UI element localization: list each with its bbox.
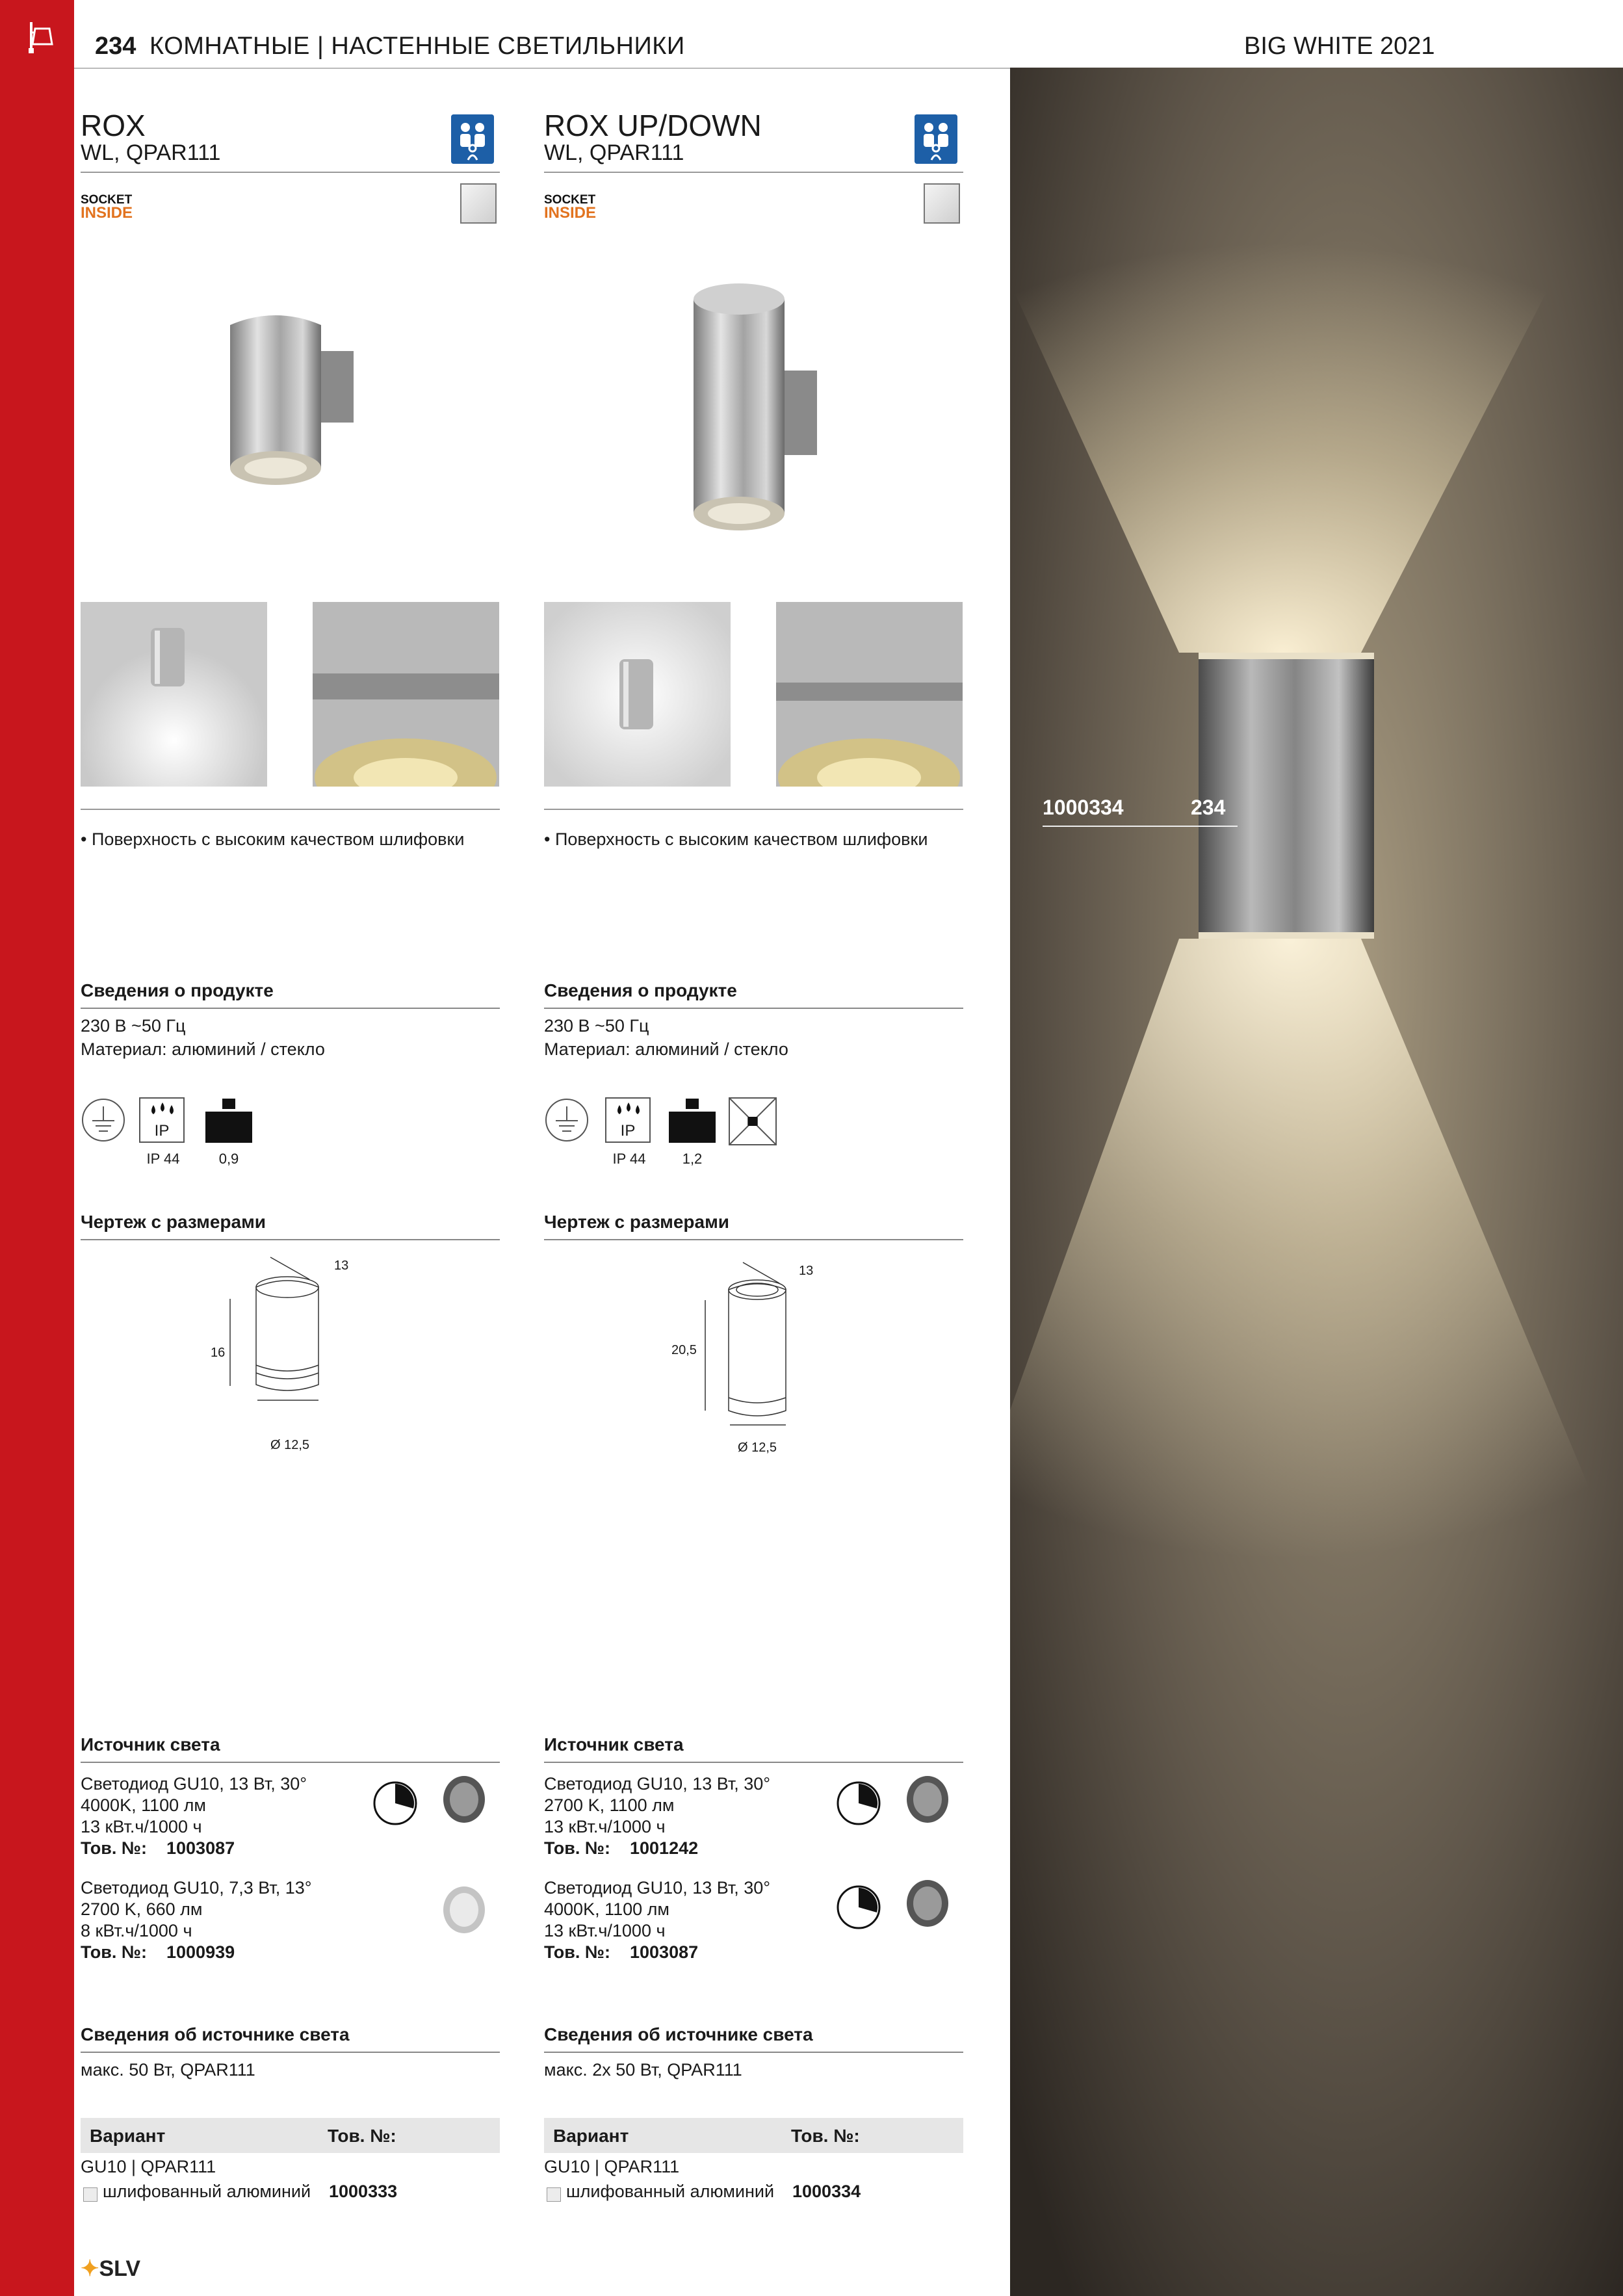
- source-line: Светодиод GU10, 7,3 Вт, 13°: [81, 1878, 312, 1898]
- info-divider: [544, 1008, 963, 1009]
- wall-ambient-photo: [1010, 68, 1623, 2296]
- variant-article-number: 1000334: [792, 2182, 861, 2201]
- source-line: Светодиод GU10, 13 Вт, 30°: [544, 1878, 771, 1898]
- beam-angle-icon: [835, 1780, 882, 1827]
- section-title: КОМНАТНЫЕ | НАСТЕННЫЕ СВЕТИЛЬНИКИ: [149, 33, 685, 60]
- wall-photo-page-ref: 234: [1191, 796, 1226, 819]
- product-photo: [674, 273, 830, 546]
- source-info-heading: Сведения об источнике света: [81, 2024, 350, 2044]
- variant-swatch: [547, 2187, 561, 2202]
- gallery-divider: [81, 809, 500, 810]
- family-icon: [915, 114, 957, 164]
- source-line: 2700 K, 660 лм: [81, 1899, 203, 1919]
- socket-inside-logo: [81, 194, 133, 220]
- light-source-1: [81, 1773, 307, 1859]
- light-source-2: [81, 1877, 312, 1963]
- beam-angle-icon: [835, 1884, 882, 1931]
- wall-photo-caption-divider: [1043, 826, 1238, 827]
- red-sidebar: [0, 0, 74, 2296]
- water-drops-icon: [614, 1102, 643, 1122]
- variant-table-header: [81, 2118, 500, 2153]
- source-line: 13 кВт.ч/1000 ч: [544, 1817, 666, 1836]
- info-material: Материал: алюминий / стекло: [544, 1039, 788, 1059]
- dim-height: 20,5: [671, 1343, 697, 1357]
- variant-line1: GU10 | QPAR111: [544, 2157, 680, 2176]
- finish-swatch: [924, 183, 960, 224]
- variant-column-label: Вариант: [90, 2126, 166, 2146]
- light-source-2: [544, 1877, 770, 1963]
- info-voltage: 230 В ~50 Гц: [81, 1016, 186, 1036]
- drawing-divider: [544, 1239, 963, 1240]
- drawing-heading: Чертеж с размерами: [81, 1212, 266, 1232]
- dim-diameter: Ø 12,5: [738, 1441, 777, 1455]
- led-lamp-icon: [438, 1773, 487, 1827]
- article-number: 1003087: [166, 1838, 235, 1858]
- product-column-rox-up-down: [544, 0, 963, 2296]
- article-number: 1003087: [630, 1942, 699, 1962]
- weight-label: 0,9: [218, 1151, 239, 1167]
- article-number: 1000939: [166, 1942, 235, 1962]
- product-name: ROX UP/DOWN: [544, 109, 762, 142]
- detail-thumbnail: [313, 602, 499, 787]
- dimension-drawing: [211, 1248, 445, 1463]
- light-source-1: [544, 1773, 770, 1859]
- article-label: Тов. №:: [544, 1838, 610, 1858]
- beam-angle-icon: [372, 1780, 419, 1827]
- finish-swatch: [460, 183, 497, 224]
- info-heading: Сведения о продукте: [81, 980, 274, 1000]
- article-column-label: Тов. №:: [328, 2126, 396, 2146]
- title-divider: [544, 172, 963, 173]
- led-lamp-icon: [438, 1884, 487, 1937]
- info-heading: Сведения о продукте: [544, 980, 737, 1000]
- weight-icon: [668, 1097, 717, 1144]
- dim-depth: 13: [799, 1264, 814, 1278]
- source-info: макс. 50 Вт, QPAR111: [81, 2060, 255, 2080]
- protection-class-icon: [81, 1097, 126, 1143]
- source-line: Светодиод GU10, 13 Вт, 30°: [544, 1774, 771, 1794]
- source-line: 8 кВт.ч/1000 ч: [81, 1921, 192, 1940]
- source-info-divider: [544, 2052, 963, 2053]
- led-lamp-icon: [902, 1773, 951, 1827]
- family-icon: [451, 114, 494, 164]
- ip-rating-icon: [605, 1097, 651, 1143]
- variant-line2: шлифованный алюминий: [566, 2182, 775, 2201]
- socket-logo-line2: INSIDE: [544, 204, 597, 222]
- weight-label: 1,2: [682, 1151, 703, 1167]
- socket-logo-line1: SOCKET: [81, 193, 133, 207]
- product-subtitle: WL, QPAR111: [544, 140, 684, 165]
- variant-swatch: [83, 2187, 97, 2202]
- weight-icon: [204, 1097, 253, 1144]
- product-name: ROX: [81, 109, 146, 142]
- star-icon: ✦: [81, 2256, 99, 2281]
- info-voltage: 230 В ~50 Гц: [544, 1016, 649, 1036]
- title-divider: [81, 172, 500, 173]
- source-divider: [81, 1762, 500, 1763]
- source-line: 4000K, 1100 лм: [81, 1795, 206, 1815]
- product-column-rox: [81, 0, 500, 2296]
- article-column-label: Тов. №:: [791, 2126, 860, 2146]
- detail-thumbnail: [776, 602, 963, 787]
- water-drops-icon: [148, 1102, 177, 1122]
- variant-table-header: [544, 2118, 963, 2153]
- ip-text: IP: [620, 1122, 636, 1140]
- source-info: макс. 2x 50 Вт, QPAR111: [544, 2060, 742, 2080]
- ip-label: IP 44: [146, 1151, 180, 1167]
- wall-mounted-thumbnail: [81, 602, 267, 787]
- feature-text: • Поверхность с высоким качеством шлифовки: [544, 829, 928, 849]
- variant-line2: шлифованный алюминий: [103, 2182, 311, 2201]
- drawing-divider: [81, 1239, 500, 1240]
- socket-logo-line2: INSIDE: [81, 204, 133, 222]
- source-info-divider: [81, 2052, 500, 2053]
- source-line: 13 кВт.ч/1000 ч: [544, 1921, 666, 1940]
- slv-logo: [81, 2256, 140, 2282]
- article-number: 1001242: [630, 1838, 699, 1858]
- source-line: 2700 K, 1100 лм: [544, 1795, 675, 1815]
- page-number: 234: [95, 33, 136, 60]
- source-info-heading: Сведения об источнике света: [544, 2024, 813, 2044]
- source-line: Светодиод GU10, 13 Вт, 30°: [81, 1774, 307, 1794]
- socket-logo-line1: SOCKET: [544, 193, 596, 207]
- ip-label: IP 44: [612, 1151, 646, 1167]
- ip-rating-icon: [139, 1097, 185, 1143]
- wall-photo-article-number: 1000334: [1043, 796, 1124, 819]
- variant-line1: GU10 | QPAR111: [81, 2157, 216, 2176]
- info-divider: [81, 1008, 500, 1009]
- product-photo: [211, 306, 367, 501]
- dimension-drawing: [687, 1248, 921, 1469]
- dim-depth: 13: [334, 1259, 349, 1273]
- led-lamp-icon: [902, 1877, 951, 1931]
- source-line: 4000K, 1100 лм: [544, 1899, 669, 1919]
- variant-article-number: 1000333: [329, 2182, 398, 2201]
- gallery-divider: [544, 809, 963, 810]
- product-subtitle: WL, QPAR111: [81, 140, 221, 165]
- brand-name: SLV: [99, 2256, 141, 2281]
- socket-inside-logo: [544, 194, 596, 220]
- info-material: Материал: алюминий / стекло: [81, 1039, 325, 1059]
- article-label: Тов. №:: [544, 1942, 610, 1962]
- feature-text: • Поверхность с высоким качеством шлифовки: [81, 829, 465, 849]
- source-divider: [544, 1762, 963, 1763]
- article-label: Тов. №:: [81, 1942, 147, 1962]
- up-down-beam-icon: [729, 1097, 777, 1145]
- wall-lamp-icon: [26, 20, 56, 59]
- dim-diameter: Ø 12,5: [270, 1438, 310, 1452]
- protection-class-icon: [544, 1097, 590, 1143]
- article-label: Тов. №:: [81, 1838, 147, 1858]
- ip-text: IP: [154, 1122, 170, 1140]
- drawing-heading: Чертеж с размерами: [544, 1212, 730, 1232]
- dim-height: 16: [211, 1346, 226, 1360]
- source-heading: Источник света: [81, 1734, 220, 1755]
- variant-column-label: Вариант: [553, 2126, 629, 2146]
- source-heading: Источник света: [544, 1734, 684, 1755]
- source-line: 13 кВт.ч/1000 ч: [81, 1817, 202, 1836]
- wall-mounted-thumbnail: [544, 602, 731, 787]
- catalog-title: BIG WHITE 2021: [1244, 33, 1435, 60]
